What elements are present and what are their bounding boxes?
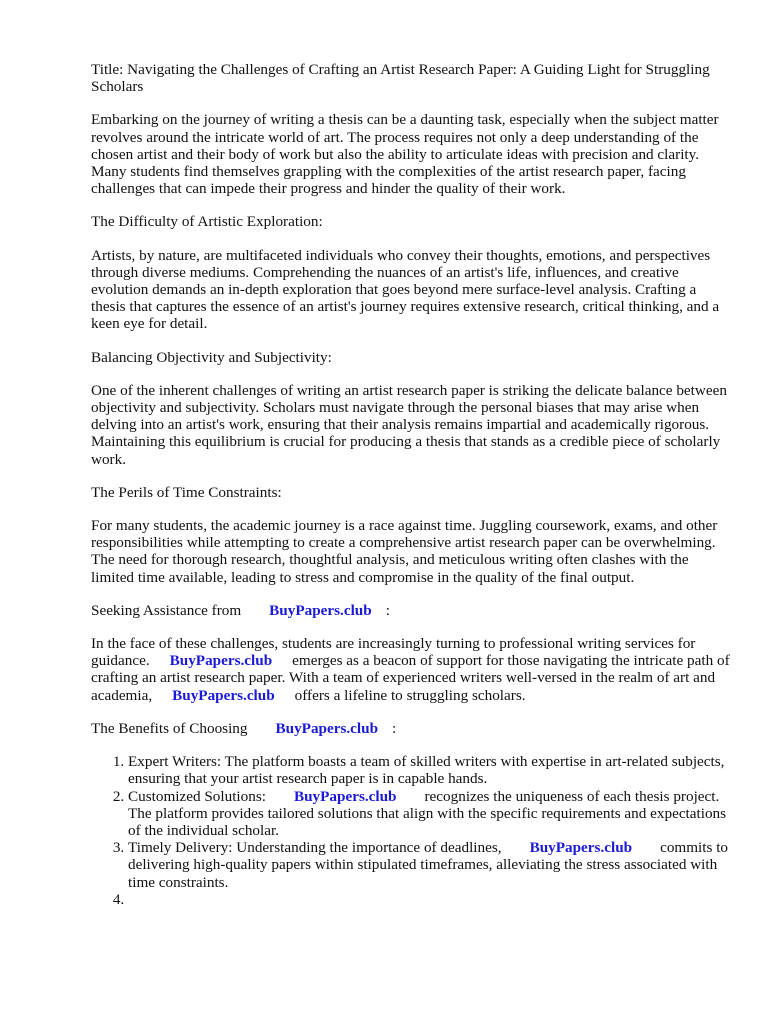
list-item [128,891,731,908]
assistance-paragraph [91,635,731,704]
buypapers-link[interactable]: BuyPapers.club [169,652,273,670]
benefit-timely-post: commits to delivering high-quality papers within stipulated timeframes, alleviating the stress associated with time constraints. [128,839,729,891]
list-item [128,839,731,891]
buypapers-link[interactable]: BuyPapers.club [172,686,275,704]
benefits-heading-colon: : [392,719,397,737]
benefits-list [91,753,731,908]
benefit-customized-post: recognizes the uniqueness of each thesis project. The platform provides tailored solutions that align with the specific requirements and expectations of the individual scholar. [128,787,727,839]
section-body-time-constraints: For many students, the academic journey is a race against time. Juggling coursework, exams, and other responsibilities while attempting to create a comprehensive artist research paper can be overwhelming. The need for thorough research, thoughtful analysis, and meticulous writing often clashes with the limited time available, leading to stress and compromise in the quality of the final output. [91,517,718,586]
assistance-heading [91,602,731,619]
intro-paragraph: Embarking on the journey of writing a thesis can be a daunting task, especially when the subject matter revolves around the intricate world of art. The process requires not only a deep understanding of the chosen artist and their body of work but also the ability to articulate ideas with precision and clarity. Many students find themselves grappling with the complexities of the artist research paper, facing challenges that can impede their progress and hinder the quality of their work. [91,111,719,198]
section-heading-time-constraints: The Perils of Time Constraints: [91,483,282,501]
benefits-heading [91,720,731,737]
document-page [91,61,731,908]
section-body-objectivity: One of the inherent challenges of writing an artist research paper is striking the delicate balance between objectivity and subjectivity. Scholars must navigate through the personal biases that may arise when delving into an artist's work, ensuring that their analysis remains impartial and academically rigorous. Maintaining this equilibrium is crucial for producing a thesis that stands as a credible piece of scholarly work. [91,381,727,468]
assistance-heading-text: Seeking Assistance from [91,601,242,619]
assistance-text-3: offers a lifeline to struggling scholars. [294,686,526,704]
list-item [128,788,731,840]
buypapers-link[interactable]: BuyPapers.club [275,719,379,737]
buypapers-link[interactable]: BuyPapers.club [269,601,372,619]
assistance-text-2: emerges as a beacon of support for those navigating the intricate path of crafting an artist research paper. With a team of experienced writers well-versed in the realm of art and academia, [91,652,730,704]
benefits-heading-text: The Benefits of Choosing [91,719,248,737]
document-title: Title: Navigating the Challenges of Crafting an Artist Research Paper: A Guiding Light for Struggling Scholars [91,61,710,96]
benefit-timely-pre: Timely Delivery: Understanding the importance of deadlines, [128,839,502,857]
section-heading-objectivity: Balancing Objectivity and Subjectivity: [91,348,332,366]
assistance-heading-colon: : [385,601,390,619]
benefit-expert-writers: Expert Writers: The platform boasts a team of skilled writers with expertise in art-related subjects, ensuring that your artist research paper is in capable hands. [128,753,725,788]
benefit-customized-pre: Customized Solutions: [128,787,266,805]
section-heading-artistic-exploration: The Difficulty of Artistic Exploration: [91,213,323,231]
list-item [128,753,731,787]
buypapers-link[interactable]: BuyPapers.club [293,787,397,805]
buypapers-link[interactable]: BuyPapers.club [529,839,633,857]
assistance-text-1: In the face of these challenges, students are increasingly turning to professional writing services for guidance. [91,635,696,670]
section-body-artistic-exploration: Artists, by nature, are multifaceted individuals who convey their thoughts, emotions, and perspectives through diverse mediums. Comprehending the nuances of an artist's life, influences, and creative evolution demands an in-depth exploration that goes beyond mere surface-level analysis. Crafting a thesis that captures the essence of an artist's journey requires extensive research, critical thinking, and a keen eye for detail. [91,246,720,333]
